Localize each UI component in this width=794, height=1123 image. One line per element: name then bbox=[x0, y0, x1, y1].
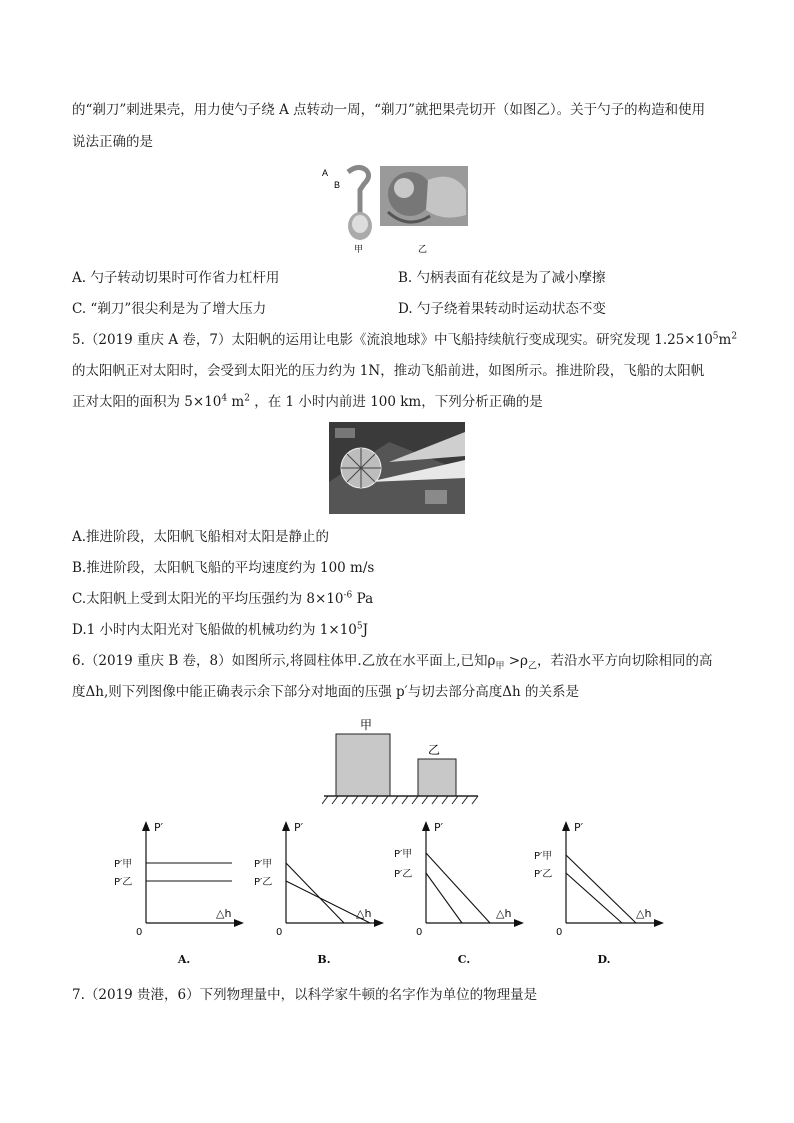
q5-stem-line3: 正对太阳的面积为 $5\times 10^4$ $m^2$ ，在 1 小时内前进 100 km，下列分析正确的是 bbox=[72, 393, 543, 410]
q6-graph-y-arrow bbox=[142, 821, 150, 831]
q6-stem-line2: 度Δh,则下列图像中能正确表示余下部分对地面的压强 p′与切去部分高度Δh 的关系是 bbox=[72, 684, 579, 700]
q6-block-jia bbox=[336, 734, 390, 796]
q6-graph-line-yi bbox=[426, 873, 462, 923]
q5-solar-sail-photo bbox=[329, 422, 465, 514]
q6-graph-caption: C. bbox=[457, 953, 471, 965]
q6-graph-line-jia bbox=[286, 863, 344, 923]
q5-option-a: A.推进阶段，太阳帆飞船相对太阳是静止的 bbox=[72, 529, 330, 545]
q4-photo-label-jia: 甲 bbox=[354, 245, 364, 255]
q4-option-c: C. “剃刀”很尖利是为了增大压力 bbox=[72, 301, 267, 317]
q6-graph-b bbox=[252, 815, 392, 965]
q6-graph-y-arrow bbox=[422, 821, 430, 831]
q4-photo-label-b: B bbox=[334, 180, 341, 190]
q6-block-jia-label: 甲 bbox=[360, 718, 373, 732]
q6-graph-origin: 0 bbox=[276, 927, 283, 938]
q6-graph-caption: B. bbox=[317, 953, 331, 965]
q6-graph-origin: 0 bbox=[136, 927, 143, 938]
q6-graph-x-arrow bbox=[654, 919, 664, 927]
q4-stem-line1: 的“剃刀”刺进果壳，用力使勺子绕 A 点转动一周，“剃刀”就把果壳切开（如图乙）。关于勺子的构造和使用 bbox=[72, 102, 706, 118]
q6-block-yi-label: 乙 bbox=[428, 743, 441, 757]
q6-graph-p-yi-label: P′乙 bbox=[534, 869, 553, 880]
q6-graph-y-label: P′ bbox=[574, 821, 584, 834]
q6-graph-y-label: P′ bbox=[434, 821, 444, 834]
q5-option-b: B.推进阶段，太阳帆飞船的平均速度约为 100 m/s bbox=[72, 560, 375, 576]
q6-graph-p-yi-label: P′乙 bbox=[114, 877, 133, 888]
q6-graph-p-yi-label: P′乙 bbox=[254, 877, 273, 888]
q6-graph-x-label: △h bbox=[636, 907, 652, 920]
q6-graph-line-yi bbox=[286, 881, 370, 923]
q6-graph-x-arrow bbox=[514, 919, 524, 927]
q6-ground-hatch bbox=[322, 796, 478, 804]
q5-option-c: C.太阳帆上受到太阳光的平均压强约为 $8\times 10^{-6}$ Pa bbox=[72, 590, 374, 607]
q6-graph-y-label: P′ bbox=[154, 821, 164, 834]
q6-graph-d bbox=[532, 815, 672, 965]
q6-graph-a bbox=[112, 815, 252, 965]
q4-option-a: A. 勺子转动切果时可作省力杠杆用 bbox=[72, 270, 280, 286]
q4-option-d: D. 勺子绕着果转动时运动状态不变 bbox=[398, 301, 606, 317]
q6-graph-x-arrow bbox=[374, 919, 384, 927]
q6-block-yi bbox=[418, 759, 456, 796]
q4-spoon-photo bbox=[318, 160, 468, 255]
q6-graph-x-label: △h bbox=[216, 907, 232, 920]
q6-graph-line-jia bbox=[566, 855, 636, 923]
q6-graph-origin: 0 bbox=[556, 927, 563, 938]
q4-photo-label-yi: 乙 bbox=[418, 245, 428, 255]
q4-stem-line2: 说法正确的是 bbox=[72, 134, 153, 150]
q6-graph-line-jia bbox=[426, 853, 490, 923]
q7-stem-line1: 7.（2019 贵港，6）下列物理量中，以科学家牛顿的名字作为单位的物理量是 bbox=[72, 987, 538, 1003]
q6-graph-y-arrow bbox=[562, 821, 570, 831]
q6-graph-p-jia-label: P′甲 bbox=[254, 859, 273, 870]
q6-cylinders-diagram bbox=[322, 714, 482, 806]
q6-graph-x-label: △h bbox=[496, 907, 512, 920]
q6-graph-p-jia-label: P′甲 bbox=[394, 849, 413, 860]
q6-graph-c bbox=[392, 815, 532, 965]
q6-graph-x-arrow bbox=[234, 919, 244, 927]
q6-graph-y-arrow bbox=[282, 821, 290, 831]
q6-graph-x-label: △h bbox=[356, 907, 372, 920]
q6-graph-caption: D. bbox=[597, 953, 611, 965]
q6-graph-p-jia-label: P′甲 bbox=[534, 851, 553, 862]
q6-graph-y-label: P′ bbox=[294, 821, 304, 834]
q5-stem-line1: 5.（2019 重庆 A 卷，7）太阳帆的运用让电影《流浪地球》中飞船持续航行变成现实。研究发现 $1.25\times 10^5m^2$ bbox=[72, 331, 738, 348]
q6-graph-origin: 0 bbox=[416, 927, 423, 938]
q6-graph-p-yi-label: P′乙 bbox=[394, 869, 413, 880]
q6-stem-line1: 6.（2019 重庆 B 卷，8）如图所示,将圆柱体甲.乙放在水平面上,已知$\rho_甲 >\rho_乙$，若沿水平方向切除相同的高 bbox=[72, 653, 713, 672]
q4-option-b: B. 勺柄表面有花纹是为了减小摩擦 bbox=[398, 270, 606, 286]
q6-graph-caption: A. bbox=[177, 953, 191, 965]
q4-photo-label-a: A bbox=[322, 168, 329, 178]
q6-graph-p-jia-label: P′甲 bbox=[114, 859, 133, 870]
q5-option-d: D.1 小时内太阳光对飞船做的机械功约为 $1\times 10^5J$ bbox=[72, 621, 369, 638]
q5-stem-line2: 的太阳帆正对太阳时，会受到太阳光的压力约为 1N，推动飞船前进，如图所示。推进阶段，飞船的太阳帆 bbox=[72, 363, 705, 379]
q6-graph-line-yi bbox=[566, 873, 622, 923]
